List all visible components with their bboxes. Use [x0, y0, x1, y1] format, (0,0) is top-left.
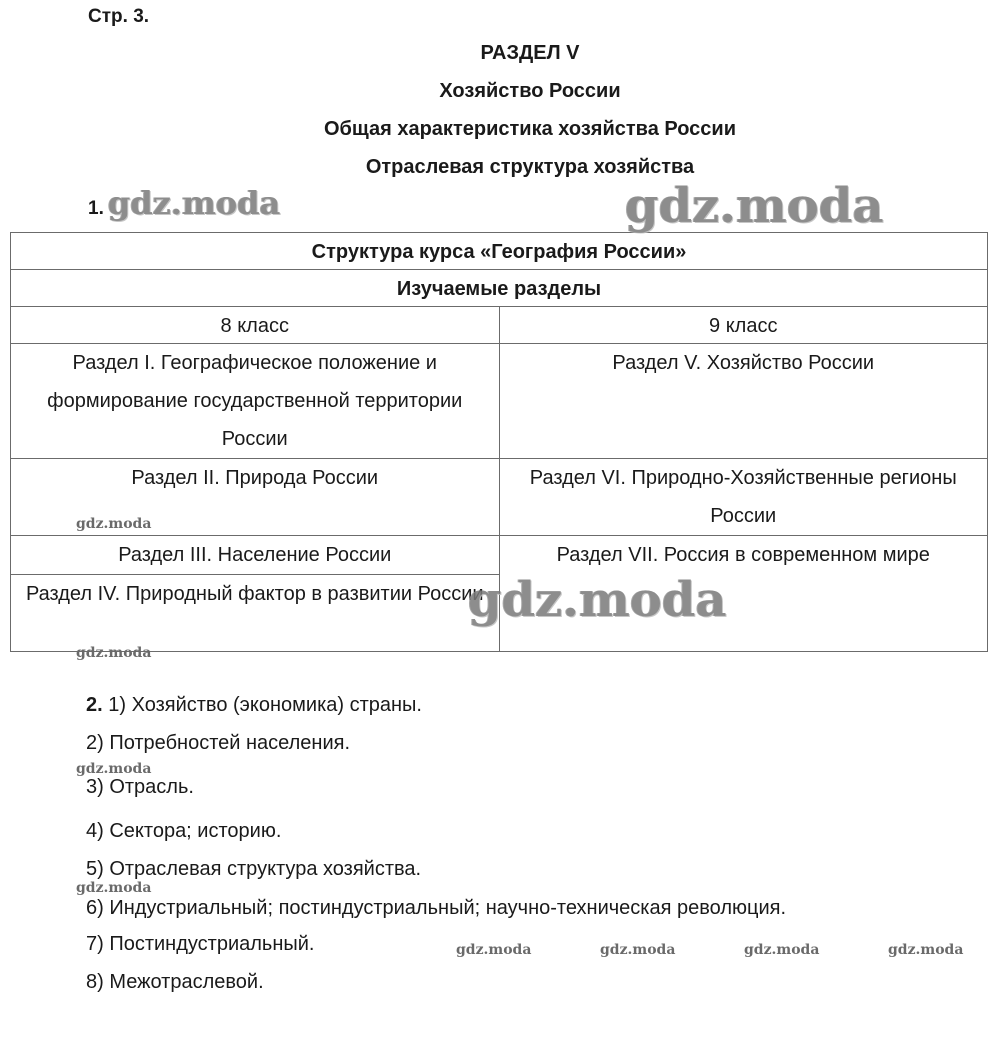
lesson-heading: Отраслевая структура хозяйства — [365, 156, 695, 178]
watermark: gdz.moda — [76, 761, 152, 777]
answer-line: 4) Сектора; историю. — [86, 820, 282, 842]
table-cell: Раздел I. Географическое положение и формирование государственной территории России — [11, 344, 500, 459]
section-heading: РАЗДЕЛ V — [480, 42, 580, 64]
watermark: gdz.moda — [108, 184, 281, 222]
task-2-number: 2. — [86, 694, 103, 716]
watermark: gdz.moda — [76, 516, 152, 532]
table-cell: Раздел IV. Природный фактор в развитии России — [11, 575, 500, 652]
subtopic-heading: Общая характеристика хозяйства России — [323, 118, 737, 140]
watermark: gdz.moda — [456, 942, 532, 958]
table-row — [11, 344, 988, 459]
page-reference: Стр. 3. — [88, 6, 150, 27]
answer-line: 5) Отраслевая структура хозяйства. — [86, 858, 422, 880]
watermark: gdz.moda — [600, 942, 676, 958]
table-cell: Раздел V. Хозяйство России — [499, 344, 988, 459]
task-1-number: 1. — [88, 198, 104, 219]
answer-line: 7) Постиндустриальный. — [86, 933, 315, 955]
watermark: gdz.moda — [76, 645, 152, 661]
answer-line: 2. 1) Хозяйство (экономика) страны. — [86, 694, 422, 716]
watermark: gdz.moda — [76, 880, 152, 896]
watermark: gdz.moda — [468, 572, 727, 628]
table-subtitle: Изучаемые разделы — [11, 270, 988, 307]
table-cell: Раздел II. Природа России — [11, 459, 500, 536]
answer-line: 2) Потребностей населения. — [86, 732, 351, 754]
table-cell: Раздел III. Население России — [11, 536, 500, 575]
table-cell: Раздел VI. Природно-Хозяйственные регионы России — [499, 459, 988, 536]
answer-line: 3) Отрасль. — [86, 776, 194, 798]
table-row — [11, 536, 988, 575]
watermark: gdz.moda — [744, 942, 820, 958]
answer-line: 6) Индустриальный; постиндустриальный; научно-техническая революция. — [86, 897, 787, 919]
column-header-grade-8: 8 класс — [11, 307, 500, 344]
answer-line: 8) Межотраслевой. — [86, 971, 264, 993]
table-row — [11, 459, 988, 536]
topic-heading: Хозяйство России — [439, 80, 621, 102]
table-cell: Раздел VII. Россия в современном мире — [499, 536, 988, 652]
table-title: Структура курса «География России» — [11, 233, 988, 270]
column-header-grade-9: 9 класс — [499, 307, 988, 344]
watermark: gdz.moda — [625, 178, 884, 234]
watermark: gdz.moda — [888, 942, 964, 958]
